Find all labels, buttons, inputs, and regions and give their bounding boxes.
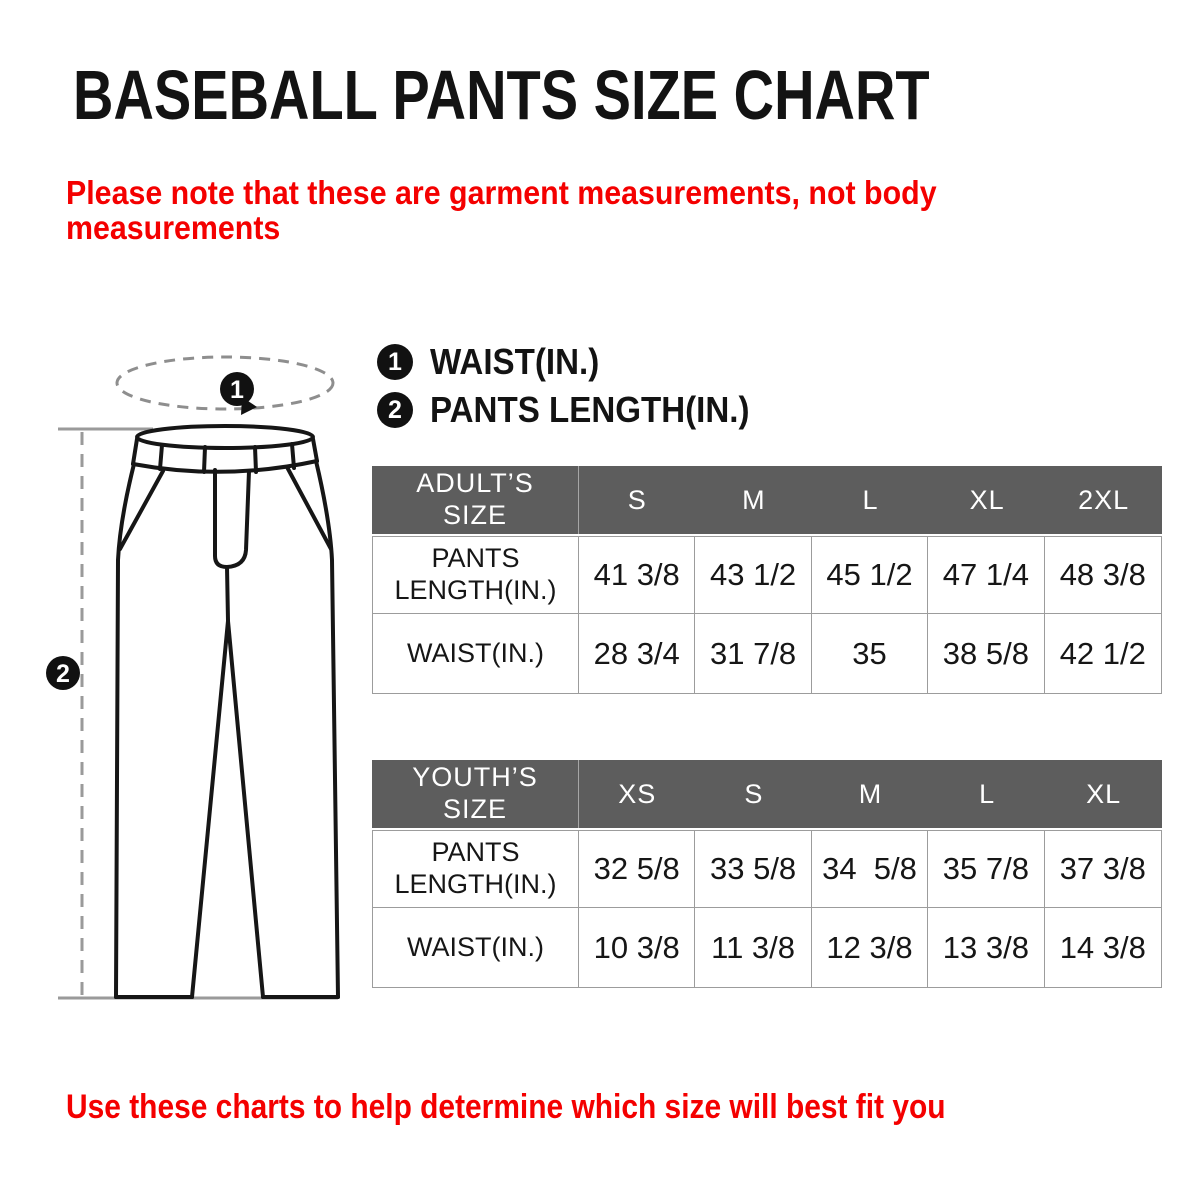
marker-2 <box>46 656 80 690</box>
youth-table-header <box>372 760 1162 828</box>
adult-length-2xl: 48 3/8 <box>1045 537 1161 614</box>
svg-text:2: 2 <box>56 660 70 688</box>
adult-size-col-xl: XL <box>969 484 1005 515</box>
youth-length-xs: 32 5/8 <box>579 831 695 908</box>
youth-waist-xl: 14 3/8 <box>1059 929 1146 965</box>
adult-size-table <box>372 466 1162 694</box>
youth-length-m: 34 5/8 <box>812 831 928 908</box>
pants-diagram <box>30 340 370 1020</box>
adult-waist-s: 28 3/4 <box>579 614 695 693</box>
adult-row-length-label <box>373 537 579 614</box>
adult-table-body <box>372 536 1162 694</box>
youth-header-label-cell <box>372 760 579 828</box>
legend-item-waist <box>377 341 777 382</box>
marker-1-badge: 1 <box>377 344 413 380</box>
adult-length-xl: 47 1/4 <box>928 537 1044 614</box>
marker-1 <box>220 372 254 406</box>
adult-length-s: 41 3/8 <box>579 537 695 614</box>
adult-row-waist-label <box>373 614 579 693</box>
youth-waist-l: 13 3/8 <box>928 908 1044 987</box>
adult-size-col-2xl: 2XL <box>1078 484 1130 515</box>
measurement-legend <box>377 341 777 440</box>
youth-waist-s: 11 3/8 <box>695 908 811 987</box>
adult-length-label-text: PANTS LENGTH(IN.) <box>394 543 557 605</box>
adult-length-m: 43 1/2 <box>695 537 811 614</box>
adult-header-label: ADULT’S SIZE <box>416 468 534 530</box>
legend-label-waist: WAIST(IN.) <box>430 341 600 382</box>
adult-length-l: 45 1/2 <box>812 537 928 614</box>
youth-size-col-m: M <box>858 778 883 809</box>
garment-measurement-note: Please note that these are garment measurements, not body measurements <box>66 174 937 246</box>
pants-outline <box>116 426 338 997</box>
youth-size-col-xs: XS <box>618 778 657 809</box>
youth-size-col-s: S <box>744 778 764 809</box>
adult-table-header <box>372 466 1162 534</box>
footer-note: Use these charts to help determine which size will best fit you <box>66 1088 946 1126</box>
youth-size-table <box>372 760 1162 988</box>
youth-waist-label-text: WAIST(IN.) <box>407 931 544 962</box>
youth-table-body <box>372 830 1162 988</box>
legend-label-pants-length: PANTS LENGTH(IN.) <box>430 389 750 430</box>
marker-2-badge: 2 <box>377 392 413 428</box>
youth-length-xl: 37 3/8 <box>1045 831 1161 908</box>
youth-length-label-text: PANTS LENGTH(IN.) <box>394 837 557 899</box>
legend-item-pants-length <box>377 389 777 430</box>
youth-size-col-l: L <box>979 778 996 809</box>
youth-row-waist-label <box>373 908 579 987</box>
youth-row-length-label <box>373 831 579 908</box>
svg-text:1: 1 <box>230 376 244 404</box>
youth-size-col-xl: XL <box>1086 778 1122 809</box>
adult-waist-xl: 38 5/8 <box>928 614 1044 693</box>
adult-size-col-s: S <box>627 484 647 515</box>
adult-waist-2xl: 42 1/2 <box>1059 635 1146 671</box>
youth-waist-m: 12 3/8 <box>812 908 928 987</box>
adult-waist-l: 35 <box>812 614 928 693</box>
youth-length-l: 35 7/8 <box>928 831 1044 908</box>
adult-header-label-cell <box>372 466 579 534</box>
adult-waist-label-text: WAIST(IN.) <box>407 637 544 668</box>
adult-size-col-l: L <box>862 484 879 515</box>
youth-header-label: YOUTH’S SIZE <box>412 762 538 824</box>
youth-waist-xs: 10 3/8 <box>579 908 695 987</box>
page-title: BASEBALL PANTS SIZE CHART <box>73 56 930 134</box>
length-measure-line <box>58 429 338 998</box>
adult-waist-m: 31 7/8 <box>695 614 811 693</box>
adult-size-col-m: M <box>742 484 766 515</box>
youth-length-s: 33 5/8 <box>695 831 811 908</box>
